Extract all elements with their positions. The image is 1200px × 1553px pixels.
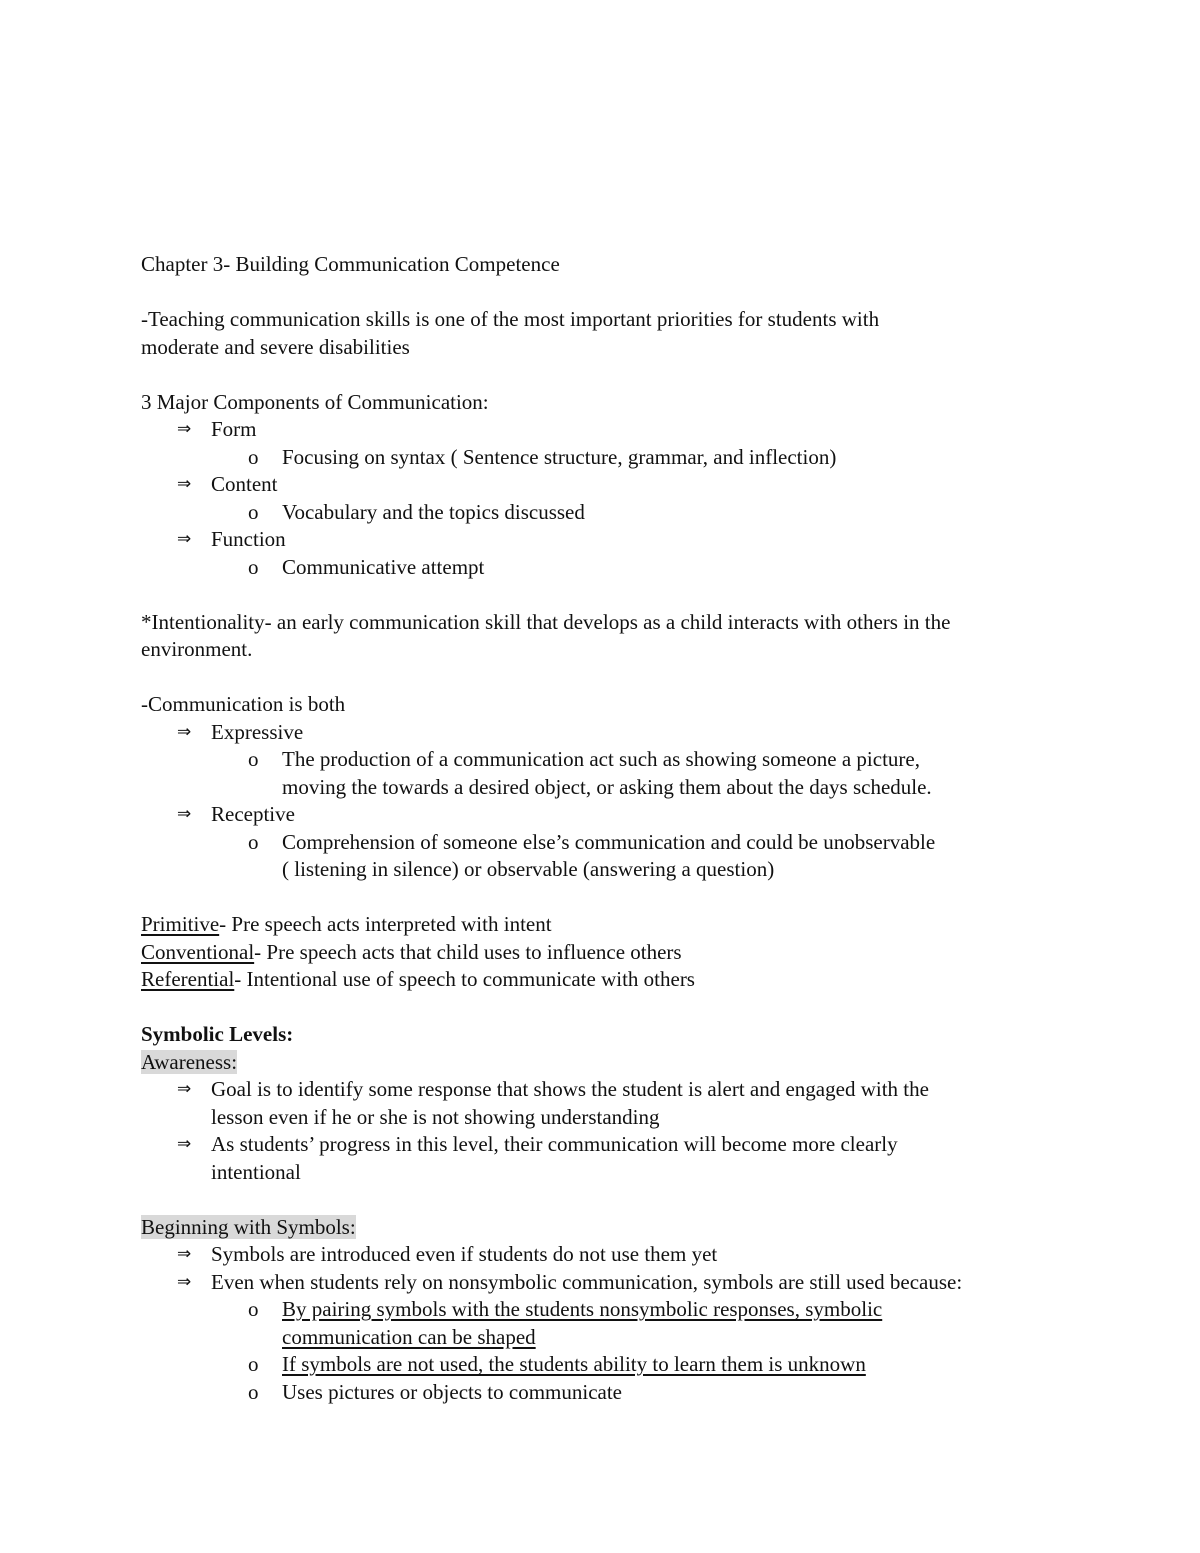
beginning-bullet-text: Symbols are introduced even if students do not use them yet (211, 1242, 718, 1266)
components-heading: 3 Major Components of Communication: (141, 389, 489, 414)
beginning-label: Beginning with Symbols: (141, 1214, 356, 1239)
component-detail: Focusing on syntax ( Sentence structure, grammar, and inflection) (282, 444, 837, 469)
beginning-sub-3 (141, 1379, 1061, 1407)
definition-text: - Pre speech acts that child uses to influence others (254, 939, 682, 964)
circle-bullet-icon: o (248, 444, 259, 469)
intro-line-2: moderate and severe disabilities (141, 334, 410, 359)
beginning-sub-text: Uses pictures or objects to communicate (282, 1379, 622, 1404)
definition-text: - Intentional use of speech to communicate with others (234, 967, 695, 991)
circle-bullet-icon: o (248, 554, 259, 579)
circle-bullet-icon: o (248, 829, 259, 854)
arrow-bullet-icon: ⇒ (177, 419, 192, 439)
component-detail-content (141, 499, 1061, 527)
component-label: Function (211, 527, 286, 551)
beginning-sub-1-line-2 (141, 1324, 1061, 1352)
circle-bullet-icon: o (248, 499, 259, 524)
spacer (141, 279, 1061, 307)
spacer (141, 1186, 1061, 1214)
beginning-sub-2 (141, 1351, 1061, 1379)
component-label: Content (211, 472, 278, 496)
awareness-bullet-2-line-2: intentional (211, 1159, 301, 1184)
intentionality-line-1: *Intentionality- an early communication skill that develops as a child interacts with others in the (141, 609, 951, 634)
receptive-detail-line-2: ( listening in silence) or observable (answering a question) (282, 857, 775, 881)
arrow-bullet-icon: ⇒ (177, 1244, 192, 1264)
awareness-bullet-1-line-1 (141, 1076, 1061, 1104)
component-detail-form (141, 444, 1061, 472)
spacer (141, 994, 1061, 1022)
awareness-bullet-text: Goal is to identify some response that shows the student is alert and engaged with the (211, 1077, 929, 1101)
circle-bullet-icon: o (248, 1379, 259, 1404)
beginning-bullet-text: Even when students rely on nonsymbolic communication, symbols are still used because: (211, 1269, 963, 1294)
spacer (141, 664, 1061, 692)
arrow-bullet-icon: ⇒ (177, 474, 192, 494)
arrow-bullet-icon: ⇒ (177, 1079, 192, 1099)
arrow-bullet-icon: ⇒ (177, 1134, 192, 1154)
definition-referential (141, 966, 1061, 994)
definition-term: Primitive (141, 912, 220, 936)
arrow-bullet-icon: ⇒ (177, 804, 192, 824)
awareness-bullet-text: As students’ progress in this level, their communication will become more clearly (211, 1132, 898, 1156)
arrow-bullet-icon: ⇒ (177, 721, 192, 742)
component-detail: Vocabulary and the topics discussed (282, 499, 585, 524)
component-item-content (141, 471, 1061, 499)
symbolic-levels-heading: Symbolic Levels: (141, 1022, 294, 1046)
component-label: Form (211, 417, 257, 441)
arrow-bullet-icon: ⇒ (177, 529, 192, 549)
component-detail-function (141, 554, 1061, 582)
arrow-bullet-icon: ⇒ (177, 1271, 192, 1292)
communication-label: Receptive (211, 802, 295, 826)
component-item-function (141, 526, 1061, 554)
beginning-bullet-1 (141, 1241, 1061, 1269)
communication-item-expressive (141, 719, 1061, 747)
beginning-sub-text: communication can be shaped (282, 1324, 536, 1349)
definition-primitive (141, 911, 1061, 939)
chapter-title: Chapter 3- Building Communication Competence (141, 252, 560, 276)
beginning-sub-text: By pairing symbols with the students nonsymbolic responses, symbolic (282, 1297, 883, 1321)
communication-label: Expressive (211, 719, 304, 744)
definition-text: - Pre speech acts interpreted with intent (219, 912, 552, 936)
beginning-bullet-2 (141, 1269, 1061, 1297)
awareness-bullet-1-line-2: lesson even if he or she is not showing understanding (211, 1104, 660, 1129)
intro-line-1: -Teaching communication skills is one of the most important priorities for students with (141, 307, 880, 331)
awareness-bullet-2-line-1 (141, 1131, 1061, 1159)
awareness-heading (141, 1049, 1061, 1077)
expressive-detail-line-1 (141, 746, 1061, 774)
spacer (141, 361, 1061, 389)
beginning-heading (141, 1214, 1061, 1242)
document-page (141, 251, 1061, 1406)
circle-bullet-icon: o (248, 1297, 259, 1321)
expressive-detail-line-2: moving the towards a desired object, or asking them about the days schedule. (282, 774, 932, 799)
spacer (141, 884, 1061, 912)
communication-item-receptive (141, 801, 1061, 829)
beginning-sub-1-line-1 (141, 1296, 1061, 1324)
awareness-label: Awareness: (141, 1049, 238, 1074)
communication-heading: -Communication is both (141, 692, 346, 716)
component-item-form (141, 416, 1061, 444)
receptive-detail-line-1 (141, 829, 1061, 857)
circle-bullet-icon: o (248, 1352, 259, 1376)
intentionality-line-2: environment. (141, 637, 253, 661)
receptive-detail: Comprehension of someone else’s communication and could be unobservable (282, 829, 936, 854)
beginning-sub-text: If symbols are not used, the students ability to learn them is unknown (282, 1352, 866, 1376)
definition-conventional (141, 939, 1061, 967)
component-detail: Communicative attempt (282, 554, 485, 579)
circle-bullet-icon: o (248, 747, 259, 771)
expressive-detail: The production of a communication act such as showing someone a picture, (282, 747, 920, 771)
spacer (141, 581, 1061, 609)
definition-term: Conventional (141, 939, 255, 964)
definition-term: Referential (141, 967, 235, 991)
